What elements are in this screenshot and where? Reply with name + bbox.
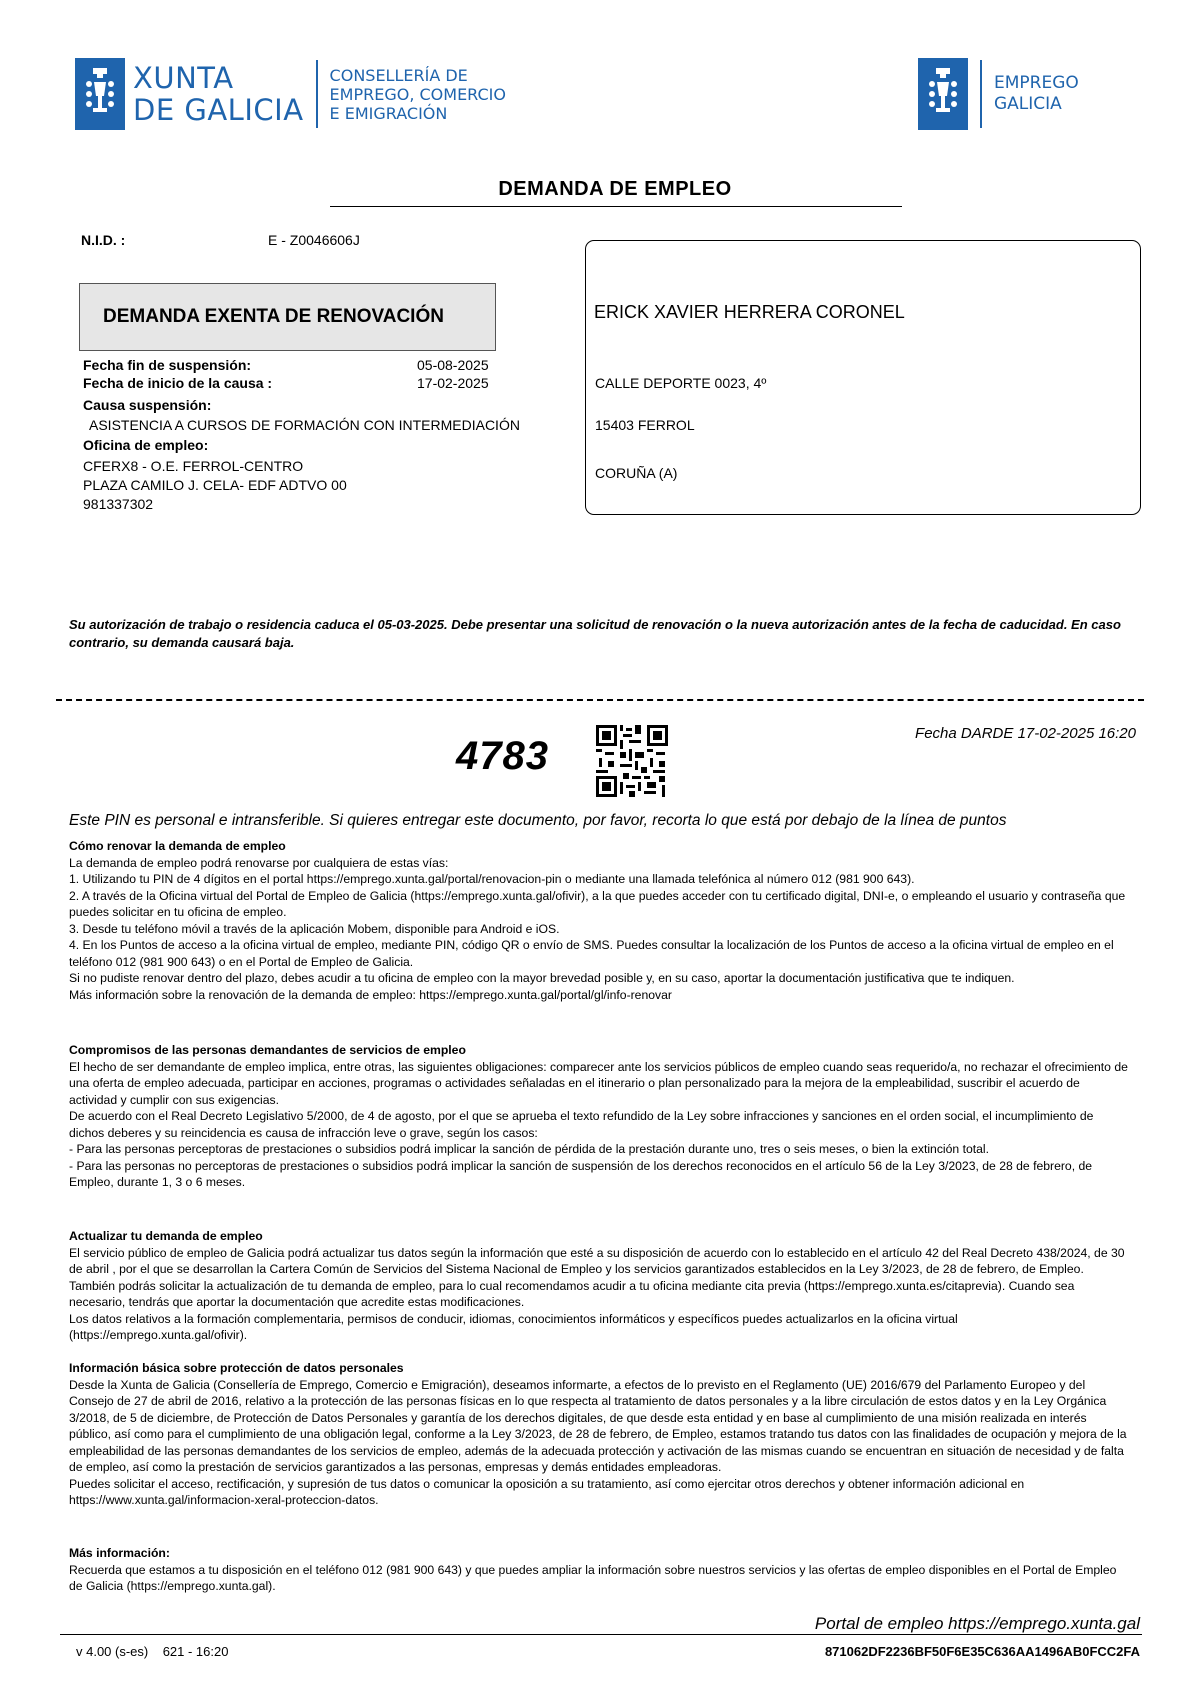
nid-value: E - Z0046606J bbox=[268, 232, 360, 248]
nid-label: N.I.D. : bbox=[81, 232, 126, 248]
section-proteccion-datos bbox=[69, 1360, 1129, 1509]
version-info: v 4.00 (s-es) 621 - 16:20 bbox=[76, 1644, 229, 1659]
xunta-logo bbox=[75, 58, 506, 130]
exenta-banner: DEMANDA EXENTA DE RENOVACIÓN bbox=[79, 283, 496, 351]
section-line: - Para las personas perceptoras de prestaciones o subsidios podrá implicar la sanción de pérdida de la prestación durante uno, tres o seis meses, o bien la extinción total. bbox=[69, 1142, 990, 1156]
section-heading: Compromisos de las personas demandantes de servicios de empleo bbox=[69, 1043, 466, 1057]
section-line: De acuerdo con el Real Decreto Legislativo 5/2000, de 4 de agosto, por el que se aprueba el texto refundido de la Ley sobre infracciones y sanciones en el orden social, el incumplimiento de dichos deberes y su reincidencia es causa de infracción leve o grave, según los casos: bbox=[69, 1109, 1094, 1140]
pin-code: 4783 bbox=[456, 734, 549, 778]
document-title: DEMANDA DE EMPLEO bbox=[498, 178, 732, 200]
section-actualizar bbox=[69, 1228, 1129, 1344]
section-compromisos bbox=[69, 1042, 1129, 1191]
section-line: - Para las personas no perceptoras de prestaciones o subsidios podrá implicar la sanción de suspensión de los derechos reconocidos en el artículo 56 de la Ley 3/2023, de 28 de febrero, de Empleo, durante 1, 3 o 6 meses. bbox=[69, 1158, 1093, 1189]
qr-code bbox=[596, 725, 668, 802]
section-line: Puedes solicitar el acceso, rectificación, y supresión de tus datos o comunicar la oposición a su tratamiento, así como ejercitar otros derechos y obtener información adicional en https://www.xunta.gal/informacion-xeral-proteccion-datos. bbox=[69, 1476, 1025, 1507]
portal-link[interactable]: Portal de empleo https://emprego.xunta.gal bbox=[814, 1614, 1140, 1633]
section-line: 4. En los Puntos de acceso a la oficina virtual de empleo, mediante PIN, código QR o envío de SMS. Puedes consultar la localización de los Puntos de acceso a la oficina virtual de empleo en el teléfono 012 (981 900 643) o en el Portal de Empleo de Galicia. bbox=[69, 938, 1114, 969]
section-line: Desde la Xunta de Galicia (Consellería de Emprego, Comercio e Emigración), deseamos informarte, a efectos de lo previsto en el Reglamento (UE) 2016/679 del Parlamento Europeo y del Consejo de 27 de abril de 2016, relativo a la protección de las personas físicas en lo que respecta al tratamiento de datos personales y a la libre circulación de estos datos y en la Ley Orgánica 3/2018, de 5 de diciembre, de Protección de Datos Personales y garantía de los derechos digitales, de que desde esta entidad y en base al cumplimiento de una misión realizada en interés público, así como para el cumplimiento de una obligación legal, conforme a la Ley 3/2023, de 28 de febrero, de Empleo, estamos tratando tus datos con las finalidades de ocupación y mejora de la empleabilidad de las personas demandantes de los servicios de empleo, además de la adecuada protección y activación de las mismas cuando se encuentran en situación de necesidad y de falta de empleo, así como la prestación de servicios garantizados a las personas, empresas y demás entidades empleadoras. bbox=[69, 1377, 1127, 1474]
oficina-name: CFERX8 - O.E. FERROL-CENTRO bbox=[83, 458, 304, 474]
oficina-label: Oficina de empleo: bbox=[83, 437, 209, 453]
section-line: Los datos relativos a la formación complementaria, permisos de conducir, idiomas, conocimientos informáticos y específicos puedes actualizarlos en la oficina virtual (https://emprego.xunta.gal/ofivir). bbox=[69, 1311, 958, 1342]
document-hash: 871062DF2236BF50F6E35C636AA1496AB0FCC2FA bbox=[824, 1644, 1140, 1659]
section-heading: Cómo renovar la demanda de empleo bbox=[69, 839, 286, 853]
fecha-fin-label: Fecha fin de suspensión: bbox=[83, 357, 252, 373]
causa-label: Causa suspensión: bbox=[83, 397, 212, 413]
section-line: Si no pudiste renovar dentro del plazo, debes acudir a tu oficina de empleo con la mayor brevedad posible y, en su caso, aportar la documentación justificativa que te indiquen. bbox=[69, 971, 1015, 985]
section-line: 2. A través de la Oficina virtual del Portal de Empleo de Galicia (https://emprego.xunta.gal/ofivir), a la que puedes acceder con tu certificado digital, DNI-e, o empleando el usuario y contraseña que puedes solicitar en tu oficina de empleo. bbox=[69, 888, 1126, 919]
title-underline bbox=[330, 206, 902, 207]
conselleria-wordmark: CONSELLERÍA DE EMPREGO, COMERCIO E EMIGRACIÓN bbox=[329, 65, 506, 123]
section-line: El hecho de ser demandante de empleo implica, entre otras, las siguientes obligaciones: comparecer ante los servicios públicos de empleo cuando seas requerido/a, no rechazar el ofrecimiento de una oferta de empleo adecuada, participar en acciones, programas o actividades señaladas en el itinerario o plan personalizado para la mejora de la empleabilidad, suscribir el acuerdo de actividad y cumplir con sus exigencias. bbox=[69, 1059, 1128, 1107]
recipient-city: 15403 FERROL bbox=[595, 417, 695, 433]
section-line: Recuerda que estamos a tu disposición en el teléfono 012 (981 900 643) y que puedes ampliar la información sobre nuestros servicios y las ofertas de empleo disponibles en el Portal de Empleo de Galicia (https://emprego.xunta.gal). bbox=[69, 1562, 1117, 1593]
section-line: Más información sobre la renovación de la demanda de empleo: https://emprego.xunta.gal/portal/gl/info-renovar bbox=[69, 987, 672, 1002]
emprego-wordmark: EMPREGO GALICIA bbox=[994, 73, 1079, 114]
xunta-wordmark: XUNTA DE GALICIA bbox=[133, 61, 304, 127]
footer-rule bbox=[60, 1634, 1142, 1635]
header-divider bbox=[316, 60, 318, 128]
section-line: La demanda de empleo podrá renovarse por cualquiera de estas vías: bbox=[69, 855, 449, 870]
section-line: 1. Utilizando tu PIN de 4 dígitos en el portal https://emprego.xunta.gal/portal/renovacion-pin o mediante una llamada telefónica al número 012 (981 900 643). bbox=[69, 872, 915, 886]
fecha-darde: Fecha DARDE 17-02-2025 16:20 bbox=[915, 725, 1136, 742]
header-divider bbox=[980, 60, 982, 128]
recipient-province: CORUÑA (A) bbox=[595, 465, 678, 481]
causa-value: ASISTENCIA A CURSOS DE FORMACIÓN CON INTERMEDIACIÓN bbox=[89, 417, 520, 433]
section-heading: Información básica sobre protección de datos personales bbox=[69, 1361, 404, 1375]
emprego-logo bbox=[918, 58, 1079, 130]
residence-warning: Su autorización de trabajo o residencia caduca el 05-03-2025. Debe presentar una solicitud de renovación o la nueva autorización antes de la fecha de caducidad. En caso contrario, su demanda causará baja. bbox=[69, 617, 1121, 650]
oficina-address: PLAZA CAMILO J. CELA- EDF ADTVO 00 bbox=[83, 477, 347, 493]
section-line: 3. Desde tu teléfono móvil a través de la aplicación Mobem, disponible para Android e iOS. bbox=[69, 921, 560, 936]
section-heading: Más información: bbox=[69, 1546, 170, 1560]
section-renovar bbox=[69, 838, 1129, 1003]
fecha-fin-value: 05-08-2025 bbox=[417, 357, 489, 373]
recipient-street: CALLE DEPORTE 0023, 4º bbox=[595, 375, 767, 391]
fecha-inicio-label: Fecha de inicio de la causa : bbox=[83, 375, 273, 391]
cut-line bbox=[56, 699, 1144, 701]
section-mas-informacion bbox=[69, 1545, 1129, 1595]
section-line: El servicio público de empleo de Galicia podrá actualizar tus datos según la información que esté a su disposición de acuerdo con lo establecido en el artículo 42 del Real Decreto 438/2024, de 30 de abril , por el que se desarrollan la Cartera Común de Servicios del Sistema Nacional de Empleo y los servicios garantizados establecidos en la Ley 3/2023, de 28 de febrero, de Empleo. También podrás solicitar la actualización de tu demanda de empleo, para lo cual recomendamos acudir a tu oficina mediante cita previa (https://emprego.xunta.es/citaprevia). Cuando sea necesario, tendrás que aportar la documentación que acredite estas modificaciones. bbox=[69, 1245, 1125, 1309]
section-heading: Actualizar tu demanda de empleo bbox=[69, 1229, 263, 1243]
galicia-shield-icon bbox=[918, 58, 968, 130]
recipient-name: ERICK XAVIER HERRERA CORONEL bbox=[594, 302, 905, 322]
galicia-shield-icon bbox=[75, 58, 125, 130]
oficina-phone: 981337302 bbox=[83, 496, 154, 512]
fecha-inicio-value: 17-02-2025 bbox=[417, 375, 489, 391]
pin-note: Este PIN es personal e intransferible. Si quieres entregar este documento, por favor, recorta lo que está por debajo de la línea de puntos bbox=[69, 812, 1007, 829]
